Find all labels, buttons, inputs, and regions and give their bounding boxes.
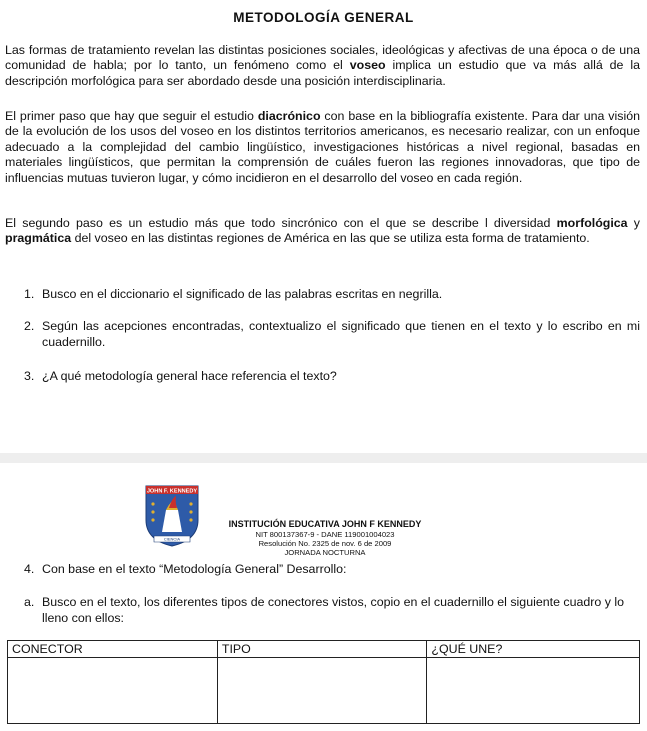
svg-text:JOHN F. KENNEDY: JOHN F. KENNEDY (146, 488, 198, 495)
paragraph-2 (5, 109, 640, 186)
institution-header (200, 519, 450, 557)
table-row (8, 658, 640, 724)
school-logo (136, 480, 208, 548)
institution-resolution: Resolución No. 2325 de nov. 6 de 2009 (258, 539, 392, 548)
question-number: 3. (24, 369, 35, 383)
question-number: 4. (24, 562, 35, 576)
paragraph-2-text: El primer paso que hay que seguir el estudio (5, 109, 258, 123)
bold-term-pragmatica: pragmática (5, 231, 72, 246)
header-conector: CONECTOR (8, 641, 218, 658)
paragraph-1 (5, 43, 640, 89)
paragraph-2-text-end: con base en la bibliografía existente. Para dar una visión de la evolución de los usos del voseo en los distintos territorios americanos, es necesario realizar, con un enfoque adecuado a la complejidad del cambio lingüístico, investigaciones históricas a nivel regional, basadas en materiales lingüísticos, que permitan la comprensión de cuáles fueron las regiones innovadoras, que tipo de influencias mutuas tuvieron lugar, y cómo incidieron en el desarrollo del voseo en cada región. (5, 109, 640, 185)
question-text: ¿A qué metodología general hace referencia el texto? (42, 369, 337, 383)
paragraph-3 (5, 216, 640, 247)
connectors-table (7, 640, 640, 724)
table-header-row (8, 641, 640, 658)
table-cell-empty (217, 658, 427, 724)
institution-shift: JORNADA NOCTURNA (284, 548, 366, 557)
page-separator (0, 453, 647, 463)
question-letter: a. (24, 595, 35, 609)
paragraph-1-text-end: implica un estudio que va más allá de la descripción morfológica para ser abordado desde una posición interdisciplinaria. (5, 58, 640, 88)
paragraph-3-text-end: del voseo en las distintas regiones de América en las que se utiliza esta forma de tratamiento. (71, 231, 590, 246)
bold-term-diacronico: diacrónico (257, 109, 321, 123)
bold-term-voseo: voseo (349, 58, 386, 73)
paragraph-3-connector: y (627, 216, 641, 230)
question-number: 1. (24, 287, 35, 301)
institution-nit: NIT 800137367-9 - DANE 119001004023 (255, 530, 395, 539)
question-text: Busco en el texto, los diferentes tipos de conectores vistos, copio en el cuadernillo el siguiente cuadro y lo lleno con ellos: (42, 595, 625, 625)
header-tipo: TIPO (217, 641, 427, 658)
svg-text:CIENCIA: CIENCIA (163, 536, 181, 542)
document-title: METODOLOGÍA GENERAL (233, 10, 414, 25)
question-text: Con base en el texto “Metodología General” Desarrollo: (42, 562, 347, 576)
header-que-une: ¿QUÉ UNE? (427, 641, 640, 658)
paragraph-3-text: El segundo paso es un estudio más que todo sincrónico con el que se describe l diversidad (5, 216, 557, 230)
table-cell-empty (427, 658, 640, 724)
question-3 (24, 368, 624, 384)
question-number: 2. (24, 319, 35, 333)
question-text: Busco en el diccionario el significado de las palabras escritas en negrilla. (42, 287, 443, 301)
paragraph-1-text: Las formas de tratamiento revelan las distintas posiciones sociales, ideológicas y afectivas de una época o de una comunidad de habla; por lo tanto, un fenómeno como el (5, 43, 640, 73)
institution-name: INSTITUCIÓN EDUCATIVA JOHN F KENNEDY (228, 519, 422, 529)
question-1 (24, 286, 624, 302)
question-4 (24, 561, 624, 577)
question-2 (24, 318, 640, 350)
bold-term-morfologica: morfológica (556, 216, 628, 230)
table-cell-empty (8, 658, 218, 724)
question-text: Según las acepciones encontradas, contextualizo el significado que tienen en el texto y lo escribo en mi cuadernillo. (42, 319, 640, 349)
